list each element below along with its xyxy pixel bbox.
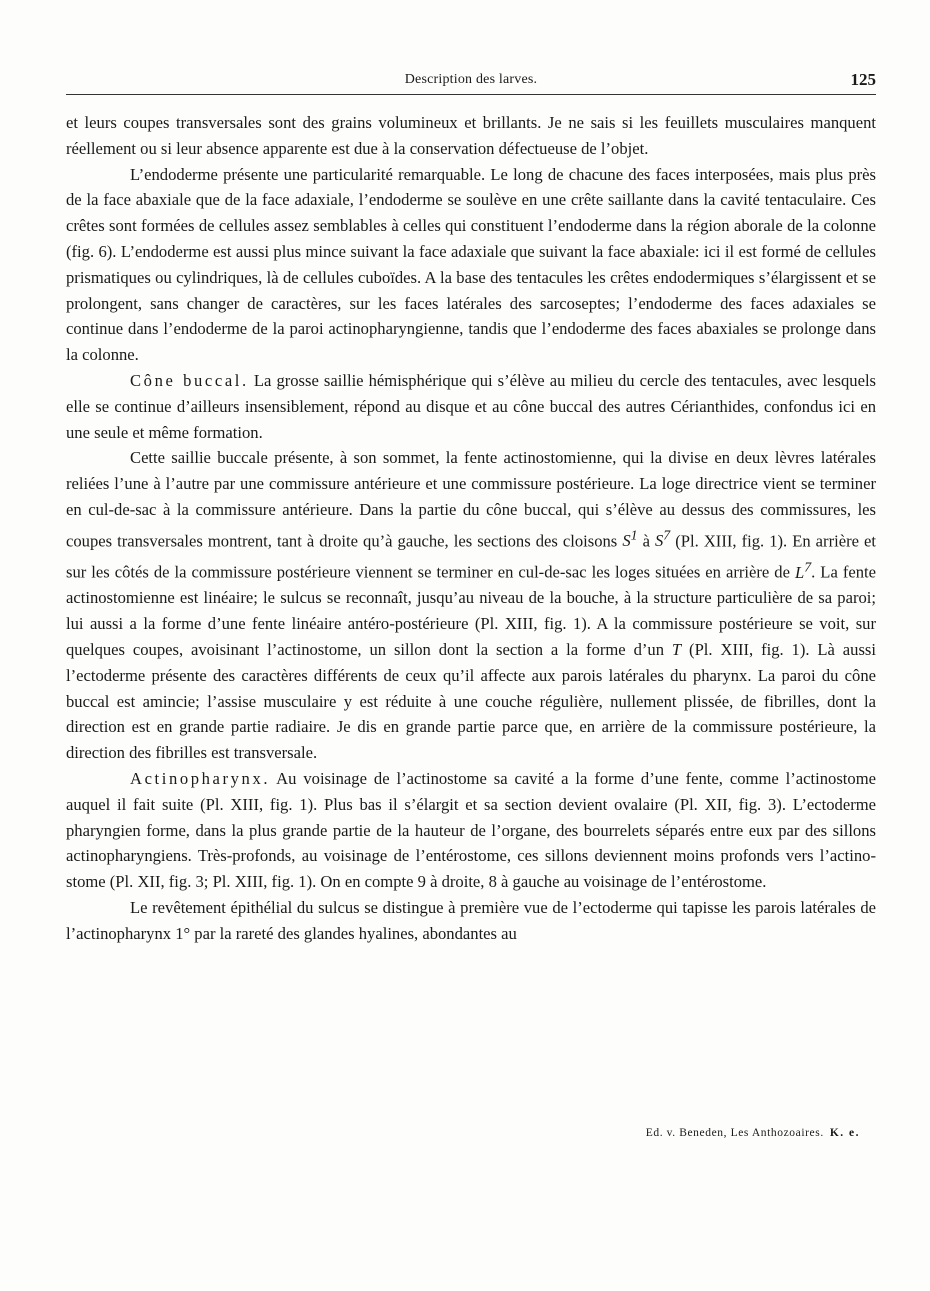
- paragraph-5: [66, 766, 876, 895]
- section-heading-cone-buccal: Cône buccal.: [130, 370, 249, 390]
- footer-signature-line: [646, 1127, 860, 1139]
- symbol-s7: $S^7$: [655, 527, 671, 551]
- footer-signature: K. e.: [829, 1127, 860, 1139]
- page-number: 125: [850, 70, 876, 89]
- section-heading-actinopharynx: Actinopharynx.: [130, 768, 271, 788]
- footer-citation: Ed. v. Beneden, Les Anthozoaires.: [645, 1127, 824, 1139]
- paragraph-4-text-b: à: [642, 531, 650, 551]
- symbol-l7: $L^7$: [794, 559, 812, 582]
- symbol-t: T: [671, 640, 682, 659]
- body-text: [66, 110, 876, 947]
- paragraph-4-text-a: Cette saillie buccale présente, à son sommet, la fente actinostomienne, qui la divise en deux lèvres latérales reliées l’une à l’autre par une commissure antérieure et une commissure postérieure. La loge directrice vient se terminer en cul-de-sac à la commissure antérieure. Dans la partie du cône buccal, qui s’élève au dessus des commissures, les coupes transversales montrent, tant à droite qu’à gauche, les sections des cloisons: [66, 448, 876, 551]
- paragraph-3-text: La grosse saillie hémisphérique qui s’élève au milieu du cercle des tentacules, avec lesquels elle se continue d’ailleurs insensiblement, répond au disque et au cône buccal des autres Cérianthides, confondus ici en une seule et même formation.: [66, 370, 877, 442]
- paragraph-6: Le revêtement épithélial du sulcus se distingue à première vue de l’ectoderme qui tapisse les parois latérales de l’actinopharynx 1° par la rareté des glandes hyalines, abondantes au: [66, 897, 876, 943]
- paragraph-4-text-d: . La fente actinostomienne est linéaire; le sulcus se reconnaît, jusqu’au niveau de la bouche, à la structure particulière de sa paroi; lui aussi a la forme d’une fente linéaire antéro-postérieure (Pl. XIII, fig. 1). A la commissure postérieure se voit, sur quelques coupes, avoisinant l’actinostome, un sillon dont la section a la forme d’un: [66, 562, 876, 659]
- running-title: Description des larves.: [404, 72, 538, 87]
- header-rule: [66, 94, 876, 95]
- paragraph-4-text-c: (Pl. XIII, fig. 1). En arrière et sur les côtés de la commissure postérieure viennent se terminer en cul-de-sac les loges situées en arrière de: [66, 531, 876, 582]
- paragraph-3: [66, 368, 876, 445]
- paragraph-5-text: Au voisinage de l’actinostome sa cavité a la forme d’une fente, comme l’actinostome auquel il fait suite (Pl. XIII, fig. 1). Plus bas il s’élargit et sa section devient ovalaire (Pl. XII, fig. 3). L’ectoderme pharyngien forme, dans la plus grande partie de la hauteur de l’organe, des bourrelets séparés entre eux par des sillons actinopharyngiens. Très-profonds, au voisinage de l’entérostome, ces sillons deviennent moins profonds vers l’actinostome (Pl. XII, fig. 3; Pl. XIII, fig. 1). On en compte 9 à droite, 8 à gauche au voisinage de l’entérostome.: [66, 768, 876, 892]
- paragraph-1: et leurs coupes transversales sont des grains volumineux et brillants. Je ne sais si les feuillets musculaires manquent réellement ou si leur absence apparente est due à la conservation défectueuse de l’objet.: [66, 113, 876, 158]
- paragraph-2: L’endoderme présente une particularité remarquable. Le long de chacune des faces interposées, mais plus près de la face abaxiale que de la face adaxiale, l’endoderme se soulève en une crête saillante dans la cavité tentaculaire. Ces crêtes sont formées de cellules assez semblables à celles qui constituent l’endoderme dans la région aborale de la colonne (fig. 6). L’endoderme est aussi plus mince suivant la face adaxiale que suivant la face abaxiale: ici il est formé de cellules prismatiques ou cylindriques, là de cellules cuboïdes. A la base des tentacules les crêtes endodermiques s’élargissent et se prolongent, sans changer de caractères, sur les faces latérales des sarcoseptes; l’endoderme des faces adaxiales se continue dans l’endoderme de la paroi actinopharyngienne, tandis que l’endoderme des faces abaxiales se prolonge dans la colonne.: [66, 164, 876, 365]
- paragraph-4-text-e: (Pl. XIII, fig. 1). Là aussi l’ectoderme présente des caractères différents de ceux qu’il affecte aux parois latérales du pharynx. La paroi du cône buccal est amincie; l’assise musculaire y est réduite à une couche régulière, nullement plissée, de fibrilles, dont la direction est en grande partie radiaire. Je dis en grande partie parce que, en arrière de la commissure postérieure, la direction des fibrilles est transversale.: [66, 640, 876, 763]
- paragraph-4: [66, 445, 876, 766]
- running-header: [66, 70, 876, 92]
- symbol-s1: $S^1$: [622, 527, 638, 551]
